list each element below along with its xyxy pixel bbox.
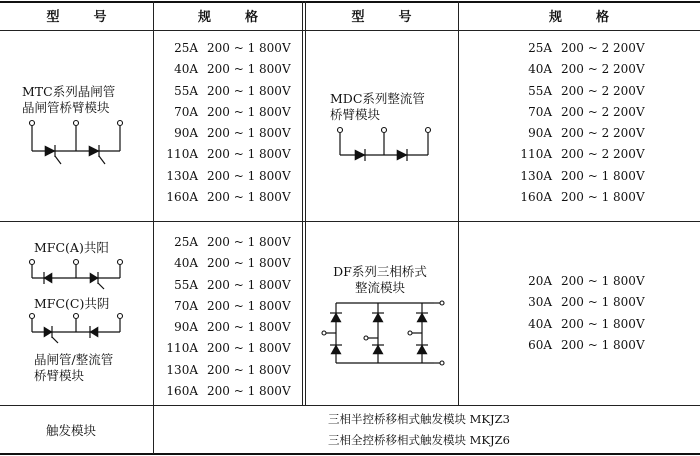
header-model-char2: 号: [93, 10, 107, 25]
spec-voltage: 200 ~ 1 800V: [207, 277, 291, 292]
spec-voltage: 200 ~ 1 800V: [207, 126, 291, 141]
spec-row: [166, 275, 291, 296]
spec-voltage: 200 ~ 1 800V: [207, 235, 291, 249]
spec-voltage: 200 ~ 1 800V: [207, 362, 291, 377]
spec-current: 110A: [166, 341, 198, 356]
df-spec-list: [520, 271, 645, 356]
trigger-list: [328, 409, 510, 451]
spec-current: 70A: [174, 298, 198, 313]
spec-current: 55A: [528, 83, 552, 98]
header-spec-char1: 规: [197, 10, 211, 25]
spec-current: 55A: [174, 83, 198, 98]
mdc-spec-list: [520, 38, 645, 208]
spec-row: [520, 123, 645, 144]
spec-current: 25A: [528, 41, 552, 55]
spec-row: [166, 381, 291, 402]
spec-voltage: 200 ~ 1 800V: [207, 341, 291, 356]
spec-current: 130A: [166, 362, 198, 377]
spec-voltage: 200 ~ 1 800V: [561, 190, 645, 205]
mdc-label-line2: 桥臂模块: [330, 107, 381, 122]
mdc-label: [330, 91, 425, 123]
spec-current: 90A: [528, 126, 552, 141]
mfc-a-label: MFC(A)共阳: [34, 240, 109, 255]
rectifier-bridge-arm-symbol: [336, 125, 436, 169]
spec-row: [520, 81, 645, 102]
header-divider: [0, 30, 700, 31]
spec-row: [520, 187, 645, 208]
spec-current: 110A: [166, 147, 198, 162]
spec-row: [520, 335, 645, 356]
spec-row: [520, 166, 645, 187]
mfc-c-label: MFC(C)共阴: [34, 296, 110, 311]
spec-row: [166, 338, 291, 359]
spec-voltage: 200 ~ 1 800V: [207, 298, 291, 313]
spec-current: 60A: [528, 337, 552, 352]
header-spec-char1: 规: [548, 10, 562, 25]
trigger-label: 触发模块: [46, 423, 97, 438]
mtc-label-line1: MTC系列晶闸管: [22, 84, 116, 99]
df-label-line2: 整流模块: [354, 280, 405, 295]
spec-voltage: 200 ~ 1 800V: [561, 295, 645, 310]
mdc-label-line1: MDC系列整流管: [330, 91, 425, 106]
spec-current: 160A: [520, 190, 552, 205]
thyristor-bridge-arm-symbol: [28, 118, 128, 174]
table-bottom-border: [0, 453, 700, 455]
spec-voltage: 200 ~ 1 800V: [561, 168, 645, 183]
spec-voltage: 200 ~ 1 800V: [207, 384, 291, 399]
three-phase-bridge-symbol: [322, 298, 446, 368]
spec-voltage: 200 ~ 1 800V: [561, 337, 645, 352]
spec-current: 110A: [520, 147, 552, 162]
mfc-label-bottom: [34, 352, 113, 384]
header-spec-right: [458, 6, 700, 26]
spec-current: 70A: [528, 104, 552, 119]
spec-row: [520, 144, 645, 165]
spec-row: [166, 253, 291, 274]
spec-voltage: 200 ~ 1 800V: [207, 104, 291, 119]
spec-row: [166, 144, 291, 165]
spec-row: [520, 38, 645, 59]
trigger-line: 三相半控桥移相式触发模块 MKJZ3: [328, 412, 510, 426]
spec-current: 40A: [528, 62, 552, 77]
spec-voltage: 200 ~ 1 800V: [207, 320, 291, 335]
header-model-char2: 号: [398, 10, 412, 25]
row-divider-2: [0, 405, 700, 406]
header-model-char1: 型: [351, 10, 365, 25]
df-label-line1: DF系列三相桥式: [333, 264, 427, 279]
spec-row: [520, 314, 645, 335]
col-divider-2b: [305, 1, 306, 405]
spec-voltage: 200 ~ 1 800V: [207, 190, 291, 205]
spec-current: 70A: [174, 104, 198, 119]
spec-current: 130A: [520, 168, 552, 183]
spec-row: [166, 187, 291, 208]
spec-current: 25A: [174, 41, 198, 55]
mtc-spec-list: [166, 38, 291, 208]
spec-row: [166, 166, 291, 187]
spec-voltage: 200 ~ 1 800V: [207, 83, 291, 98]
spec-row: [520, 59, 645, 80]
spec-row: [166, 102, 291, 123]
spec-voltage: 200 ~ 1 800V: [207, 256, 291, 271]
spec-row: [166, 232, 291, 253]
col-divider-2a: [302, 1, 303, 405]
header-spec-char2: 格: [596, 10, 610, 25]
spec-row: [166, 317, 291, 338]
mfc-spec-list: [166, 232, 291, 402]
spec-row: [166, 360, 291, 381]
df-label: [320, 264, 440, 296]
spec-row: [166, 59, 291, 80]
spec-current: 160A: [166, 384, 198, 399]
spec-row: [520, 292, 645, 313]
mfc-label-line3: 晶闸管/整流管: [34, 352, 114, 367]
spec-voltage: 200 ~ 1 800V: [207, 41, 291, 55]
spec-voltage: 200 ~ 1 800V: [207, 62, 291, 77]
spec-voltage: 200 ~ 2 200V: [561, 83, 645, 98]
spec-current: 30A: [528, 295, 552, 310]
spec-voltage: 200 ~ 2 200V: [561, 41, 645, 55]
spec-current: 130A: [166, 168, 198, 183]
header-spec-char2: 格: [245, 10, 259, 25]
spec-current: 40A: [528, 316, 552, 331]
common-anode-symbol: [28, 258, 128, 290]
spec-row: [520, 271, 645, 292]
spec-row: [166, 81, 291, 102]
spec-row: [166, 296, 291, 317]
spec-current: 25A: [174, 235, 198, 249]
spec-current: 55A: [174, 277, 198, 292]
spec-voltage: 200 ~ 1 800V: [207, 168, 291, 183]
header-model-left: [0, 6, 153, 26]
col-divider-3: [458, 1, 459, 405]
header-model-right: [305, 6, 458, 26]
spec-row: [166, 38, 291, 59]
header-spec-left: [153, 6, 303, 26]
spec-current: 40A: [174, 256, 198, 271]
common-cathode-symbol: [28, 312, 128, 344]
spec-current: 40A: [174, 62, 198, 77]
mtc-label: [22, 84, 115, 116]
spec-row: [166, 123, 291, 144]
mtc-label-line2: 晶闸管桥臂模块: [22, 100, 110, 115]
spec-row: [520, 102, 645, 123]
spec-current: 90A: [174, 320, 198, 335]
spec-current: 90A: [174, 126, 198, 141]
spec-current: 20A: [528, 274, 552, 288]
col-divider-1: [153, 1, 154, 454]
table-top-border: [0, 1, 700, 3]
spec-current: 160A: [166, 190, 198, 205]
spec-voltage: 200 ~ 2 200V: [561, 147, 645, 162]
spec-voltage: 200 ~ 1 800V: [561, 274, 645, 288]
mfc-label-line4: 桥臂模块: [34, 368, 85, 383]
row-divider-1: [0, 221, 700, 222]
spec-voltage: 200 ~ 2 200V: [561, 126, 645, 141]
header-model-char1: 型: [46, 10, 60, 25]
spec-voltage: 200 ~ 2 200V: [561, 104, 645, 119]
spec-voltage: 200 ~ 1 800V: [561, 316, 645, 331]
trigger-line: 三相全控桥移相式触发模块 MKJZ6: [328, 433, 510, 447]
spec-voltage: 200 ~ 1 800V: [207, 147, 291, 162]
spec-voltage: 200 ~ 2 200V: [561, 62, 645, 77]
